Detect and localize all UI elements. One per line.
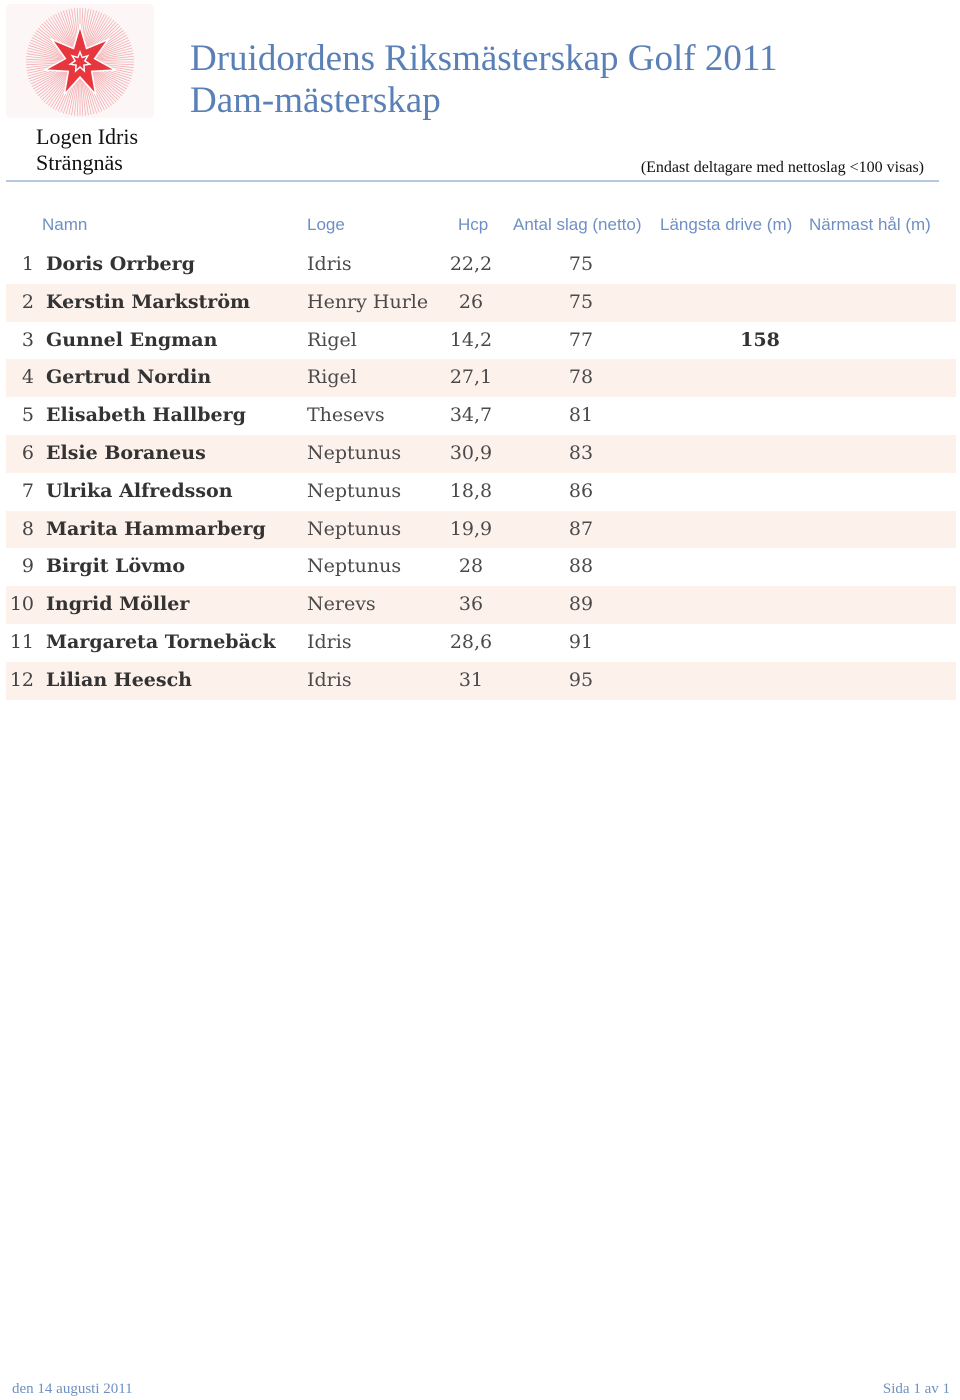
loge-cell: Rigel xyxy=(307,328,357,351)
player-name-cell: Gunnel Engman xyxy=(46,328,218,351)
loge-cell: Nerevs xyxy=(307,593,376,616)
hcp-cell: 27,1 xyxy=(449,366,493,389)
hcp-cell: 18,8 xyxy=(449,479,493,502)
rank-cell: 8 xyxy=(21,517,34,540)
hcp-cell: 30,9 xyxy=(449,441,493,464)
rank-cell: 9 xyxy=(21,555,34,578)
rank-cell: 7 xyxy=(21,479,34,502)
page-number: Sida 1 av 1 xyxy=(882,1381,950,1397)
strokes-cell: 87 xyxy=(568,517,594,540)
player-name-cell: Ulrika Alfredsson xyxy=(46,479,233,502)
player-name-cell: Gertrud Nordin xyxy=(46,366,212,389)
page-subtitle: Dam-mästerskap xyxy=(190,80,441,121)
table-row xyxy=(6,284,956,322)
header-divider xyxy=(6,180,939,182)
player-name-cell: Doris Orrberg xyxy=(46,253,195,275)
page-title: Druidordens Riksmästerskap Golf 2011 xyxy=(190,38,778,79)
loge-cell: Henry Hurle xyxy=(307,290,429,313)
hcp-cell: 26 xyxy=(458,290,484,313)
rank-cell: 12 xyxy=(9,668,34,691)
logo-svg xyxy=(6,4,154,118)
loge-cell: Neptunus xyxy=(307,517,402,540)
column-header-drive: Längsta drive (m) xyxy=(660,215,793,234)
loge-cell: Idris xyxy=(307,630,352,653)
drive-cell: 158 xyxy=(740,328,780,351)
column-header-name: Namn xyxy=(42,215,88,234)
strokes-cell: 88 xyxy=(568,555,594,578)
loge-cell: Neptunus xyxy=(307,479,402,502)
hcp-cell: 14,2 xyxy=(449,328,493,351)
lodge-name-line-1: Logen Idris xyxy=(36,124,139,149)
loge-cell: Idris xyxy=(307,253,352,275)
lodge-name xyxy=(36,124,138,176)
table-row xyxy=(6,473,956,511)
table-row xyxy=(6,624,956,662)
hcp-cell: 34,7 xyxy=(449,404,493,427)
loge-cell: Thesevs xyxy=(307,404,385,427)
loge-cell: Neptunus xyxy=(307,441,402,464)
rank-cell: 2 xyxy=(21,290,34,313)
rank-cell: 5 xyxy=(21,404,34,427)
rank-cell: 11 xyxy=(9,630,34,653)
rank-cell: 10 xyxy=(9,593,34,616)
table-row xyxy=(6,435,956,473)
results-table xyxy=(6,246,956,700)
player-name-cell: Margareta Tornebäck xyxy=(46,630,276,653)
column-header-loge: Loge xyxy=(307,215,345,234)
strokes-cell: 83 xyxy=(568,441,594,464)
rank-cell: 4 xyxy=(21,366,34,389)
player-name-cell: Ingrid Möller xyxy=(46,593,190,616)
rank-cell: 3 xyxy=(21,328,34,351)
strokes-cell: 86 xyxy=(568,479,594,502)
column-header-nearest: Närmast hål (m) xyxy=(809,215,931,234)
player-name-cell: Lilian Heesch xyxy=(46,668,192,691)
loge-cell: Rigel xyxy=(307,366,357,389)
rank-cell: 6 xyxy=(21,441,34,464)
strokes-cell: 78 xyxy=(568,366,594,389)
column-header-hcp: Hcp xyxy=(458,215,489,234)
hcp-cell: 28 xyxy=(458,555,484,578)
table-row xyxy=(6,322,956,360)
loge-cell: Idris xyxy=(307,668,352,691)
hcp-cell: 19,9 xyxy=(449,517,493,540)
strokes-cell: 75 xyxy=(568,290,594,313)
loge-cell: Neptunus xyxy=(307,555,402,578)
strokes-cell: 81 xyxy=(568,404,594,427)
lodge-city: Strängnäs xyxy=(36,150,123,175)
strokes-cell: 89 xyxy=(568,593,594,616)
strokes-cell: 91 xyxy=(568,630,594,653)
column-header-strokes: Antal slag (netto) xyxy=(513,215,642,234)
table-row xyxy=(6,662,956,700)
hcp-cell: 31 xyxy=(458,668,484,691)
player-name-cell: Kerstin Markström xyxy=(46,290,251,313)
table-row xyxy=(6,586,956,624)
filter-note: (Endast deltagare med nettoslag <100 visas) xyxy=(640,159,924,176)
strokes-cell: 95 xyxy=(568,668,594,691)
table-row xyxy=(6,246,956,284)
table-row xyxy=(6,511,956,549)
red-star-emblem-icon xyxy=(6,4,154,118)
player-name-cell: Marita Hammarberg xyxy=(46,517,266,540)
strokes-cell: 77 xyxy=(568,328,594,351)
rank-cell: 1 xyxy=(21,253,34,275)
table-row xyxy=(6,359,956,397)
strokes-cell: 75 xyxy=(568,253,594,275)
table-row xyxy=(6,397,956,435)
hcp-cell: 22,2 xyxy=(449,253,493,275)
player-name-cell: Elsie Boraneus xyxy=(46,441,206,464)
hcp-cell: 36 xyxy=(458,593,484,616)
hcp-cell: 28,6 xyxy=(449,630,493,653)
footer-date: den 14 augusti 2011 xyxy=(12,1381,133,1397)
player-name-cell: Elisabeth Hallberg xyxy=(46,404,246,427)
table-row xyxy=(6,548,956,586)
player-name-cell: Birgit Lövmo xyxy=(46,555,186,578)
